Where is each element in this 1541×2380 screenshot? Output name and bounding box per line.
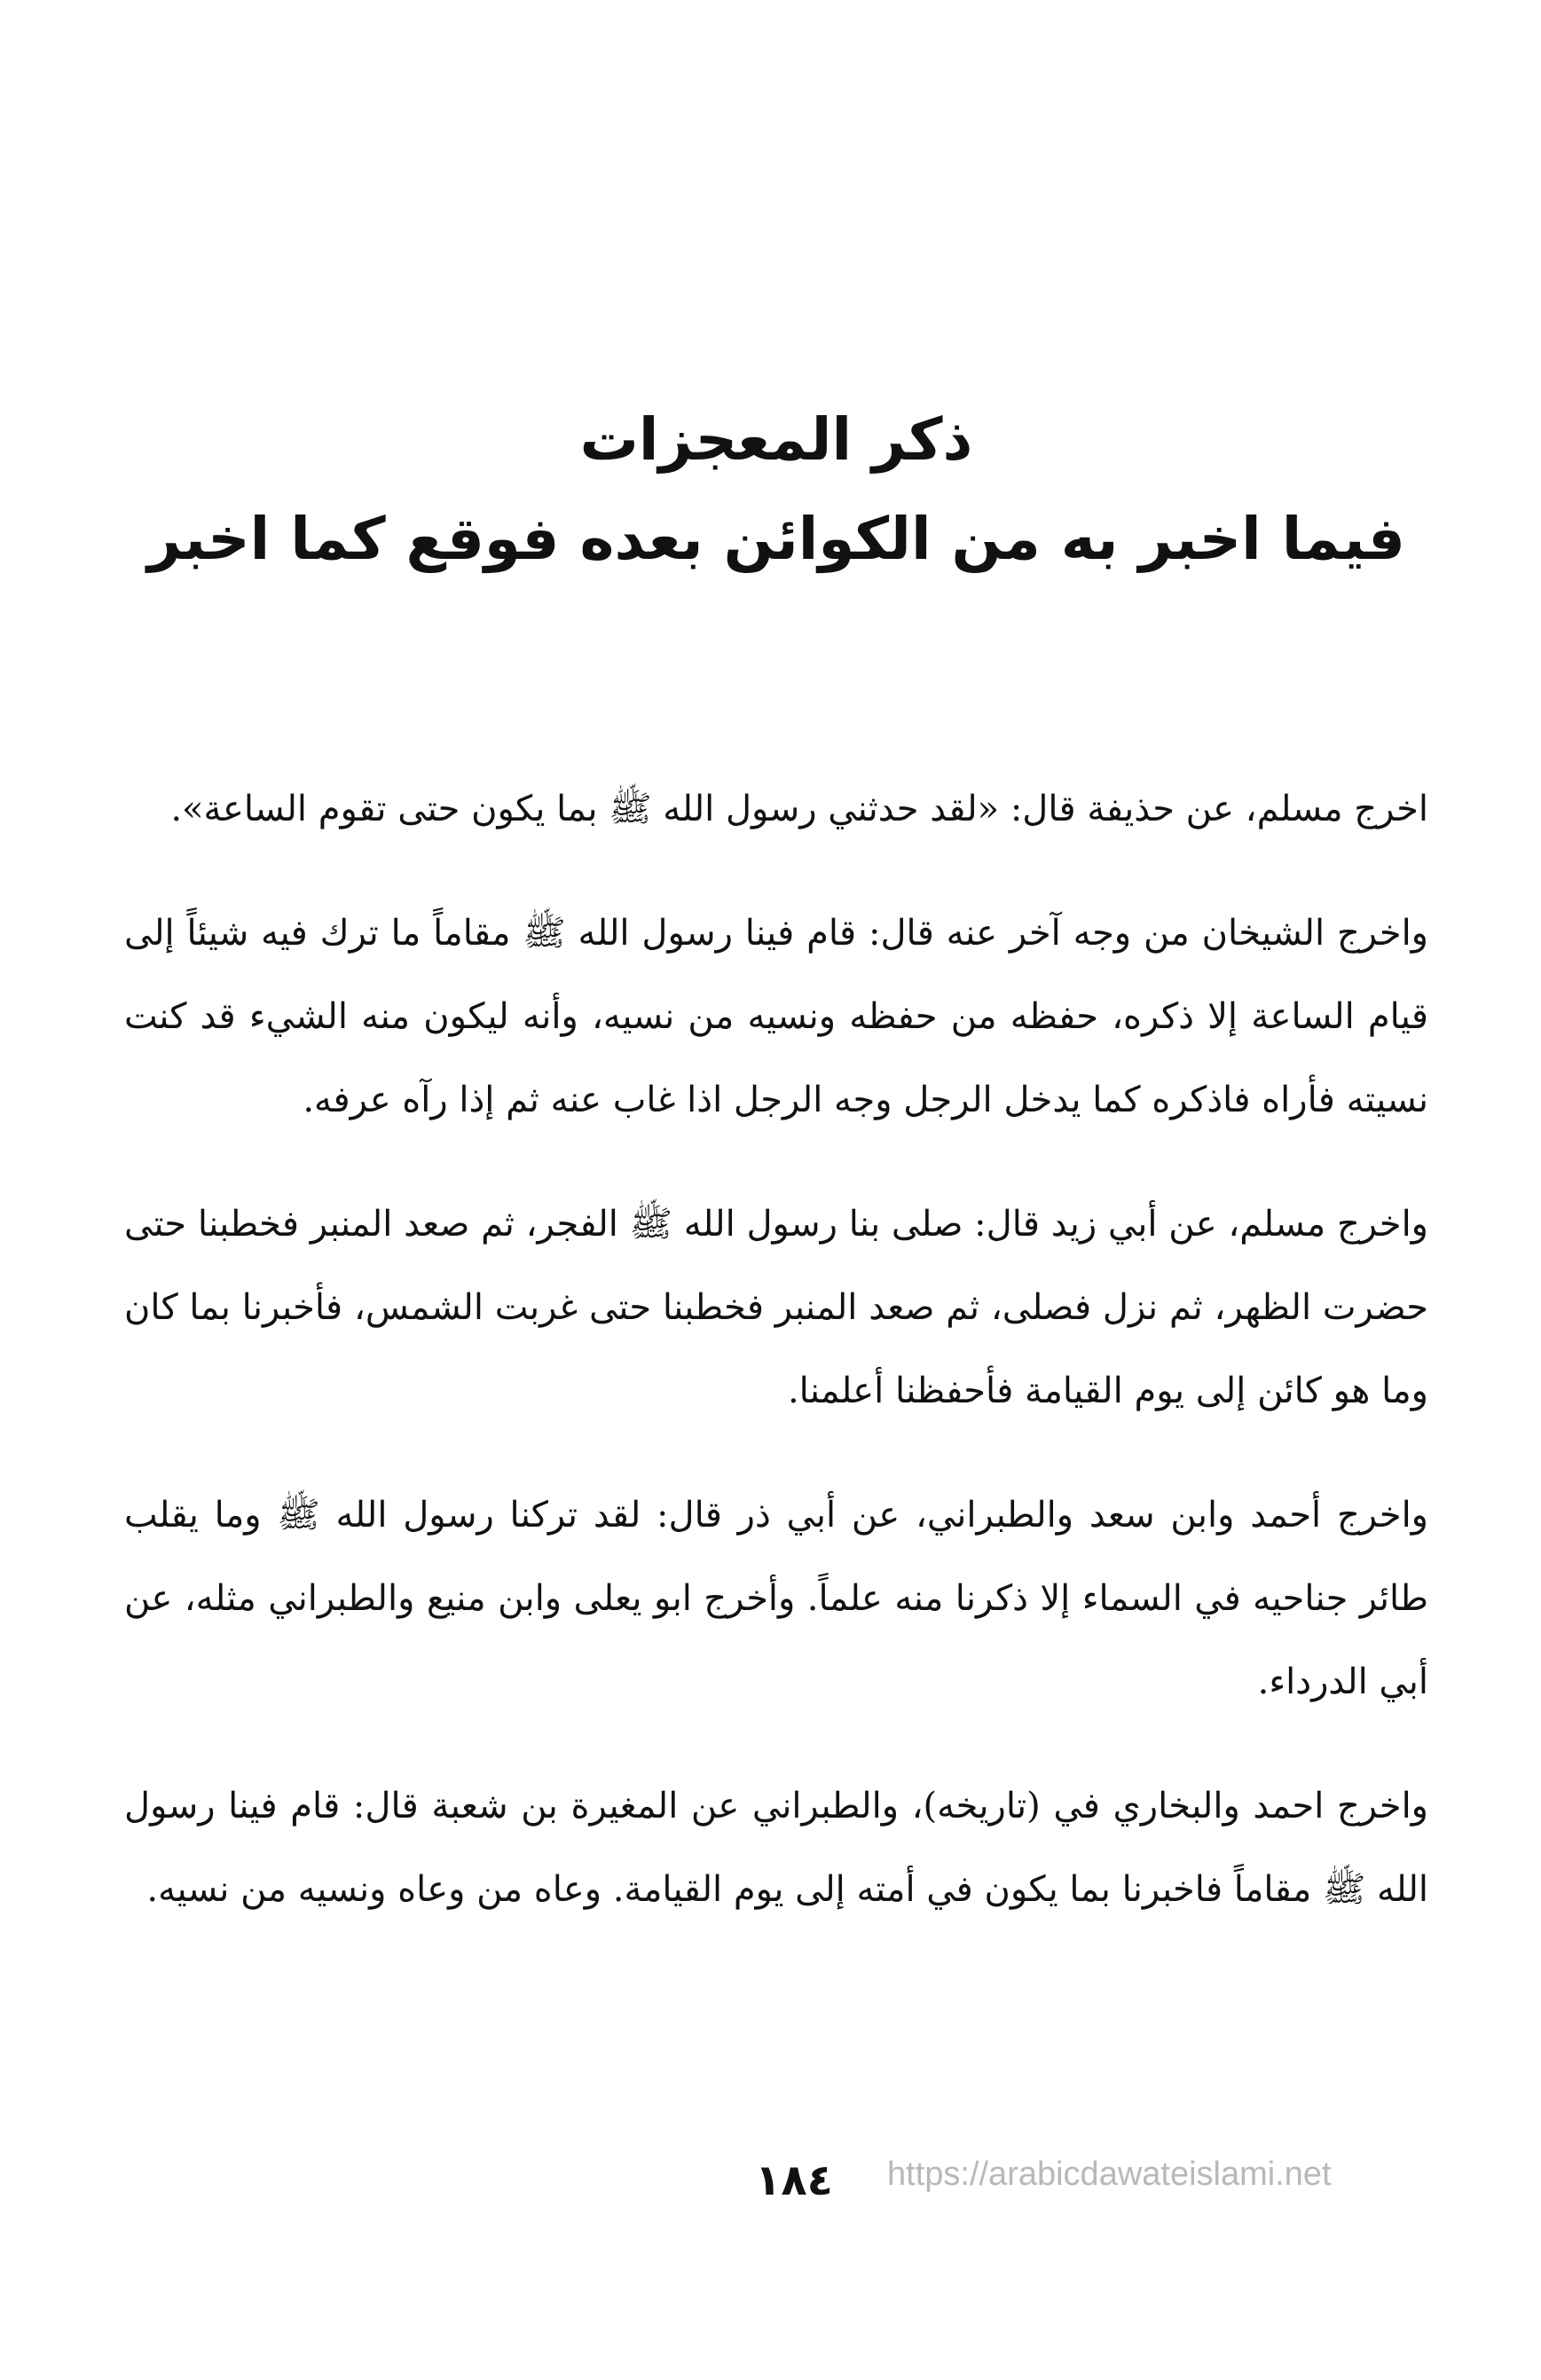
heading-line-2: فيما اخبر به من الكوائن بعده فوقع كما اخبر bbox=[147, 505, 1405, 573]
page-number: ١٨٤ bbox=[755, 2156, 833, 2205]
watermark-url: https://arabicdawateislami.net bbox=[887, 2156, 1332, 2193]
paragraph-4: واخرج أحمد وابن سعد والطبراني، عن أبي ذر قال: لقد تركنا رسول الله ﷺ وما يقلب طائر جناحيه في السماء إلا ذكرنا منه علماً. وأخرج ابو يعلى وابن منيع والطبراني مثله، عن أبي الدرداء. bbox=[124, 1495, 1428, 1702]
body-text bbox=[124, 767, 1428, 1972]
heading-line-1: ذكر المعجزات bbox=[579, 405, 973, 474]
chapter-heading bbox=[133, 390, 1419, 589]
paragraph-1: اخرج مسلم، عن حذيفة قال: «لقد حدثني رسول الله ﷺ بما يكون حتى تقوم الساعة». bbox=[170, 789, 1428, 829]
paragraph-3: واخرج مسلم، عن أبي زيد قال: صلى بنا رسول الله ﷺ الفجر، ثم صعد المنبر فخطبنا حتى حضرت الظهر، ثم نزل فصلى، ثم صعد المنبر فخطبنا حتى غربت الشمس، فأخبرنا بما كان وما هو كائن إلى يوم القيامة فأحفظنا أعلمنا. bbox=[124, 1204, 1429, 1411]
paragraph-5: واخرج احمد والبخاري في (تاريخه)، والطبراني عن المغيرة بن شعبة قال: قام فينا رسول الله ﷺ مقاماً فاخبرنا بما يكون في أمته إلى يوم القيامة. وعاه من وعاه ونسيه من نسيه. bbox=[124, 1786, 1428, 1910]
paragraph-2: واخرج الشيخان من وجه آخر عنه قال: قام فينا رسول الله ﷺ مقاماً ما ترك فيه شيئاً إلى قيام الساعة إلا ذكره، حفظه من حفظه ونسيه من نسيه، وأنه ليكون منه الشيء قد كنت نسيته فأراه فاذكره كما يدخل الرجل وجه الرجل اذا غاب عنه ثم إذا رآه عرفه. bbox=[124, 913, 1428, 1120]
